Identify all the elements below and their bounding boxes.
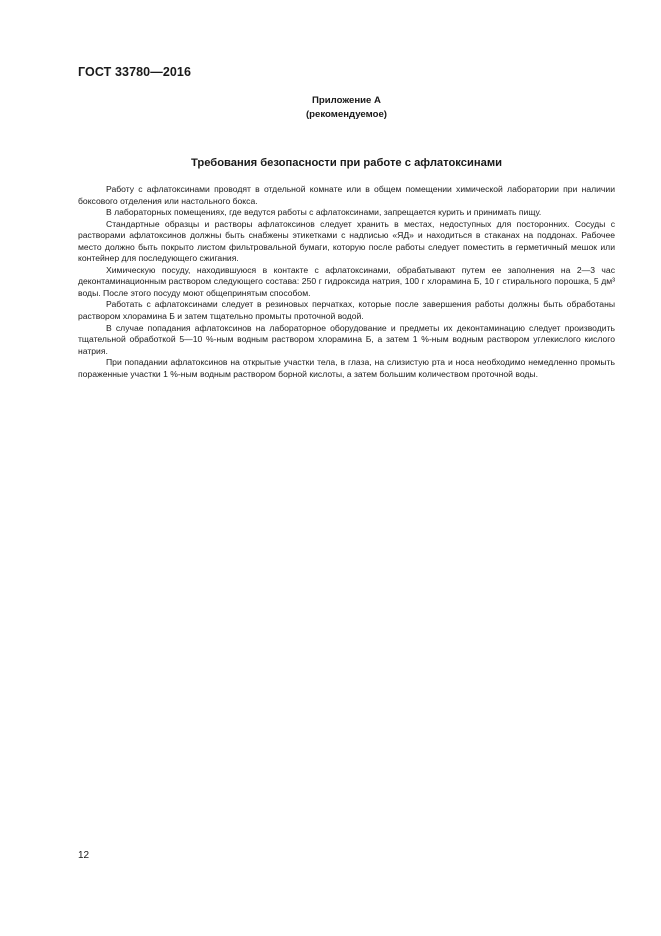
body-text [78,184,615,380]
paragraph: Работать с афлатоксинами следует в резиновых перчатках, которые после завершения работы должны быть обработаны раствором хлорамина Б и затем тщательно промыты проточной водой. [78,299,615,322]
section-title: Требования безопасности при работе с афлатоксинами [190,157,502,169]
paragraph: Химическую посуду, находившуюся в контакте с афлатоксинами, обрабатывают путем ее заполнения на 2—3 час деконтаминационным раствором следующего состава: 250 г гидроксида натрия, 100 г хлорамина Б, 10 г стирального порошка, 5 дм³ воды. После этого посуду моют общепринятым способом. [78,264,615,298]
annex-title: Приложение А [312,95,381,106]
paragraph: Работу с афлатоксинами проводят в отдельной комнате или в общем помещении химической лаборатории при наличии боксового отделения или настольного бокса. [78,184,615,206]
paragraph: В случае попадания афлатоксинов на лабораторное оборудование и предметы их деконтаминацию следует производить тщательной обработкой 5—10 %-ным водным раствором хлорамина Б, а затем 1 %-ным водным раствором углекислого кислого натрия. [78,322,615,356]
document-code: ГОСТ 33780—2016 [78,65,192,79]
annex-type: (рекомендуемое) [305,109,387,120]
page-number: 12 [78,850,90,861]
paragraph: Стандартные образцы и растворы афлатоксинов следует хранить в местах, недоступных для посторонних. Сосуды с растворами афлатоксинов должны быть снабжены этикетками с надписью «ЯД» и находиться в стаканах на поддонах. Рабочее место должно быть покрыто листом фильтровальной бумаги, которую после работы следует поместить в герметичный мешок или контейнер для последующего сжигания. [78,218,615,264]
paragraph: При попадании афлатоксинов на открытые участки тела, в глаза, на слизистую рта и носа необходимо немедленно промыть пораженные участки 1 %-ным водным раствором борной кислоты, а затем большим количеством проточной воды. [78,357,615,379]
paragraph: В лабораторных помещениях, где ведутся работы с афлатоксинами, запрещается курить и принимать пищу. [106,207,542,218]
